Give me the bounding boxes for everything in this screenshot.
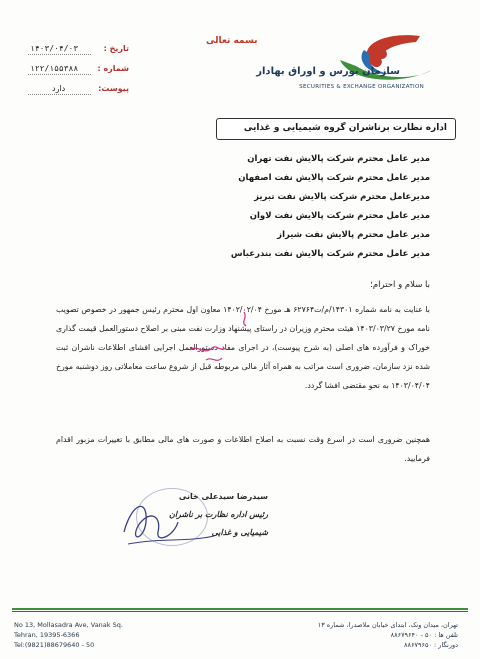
letter-meta: [14, 44, 129, 104]
address-line: تهران، میدان ونک، ابتدای خیابان ملاصدرا، شماره ۱۳: [317, 621, 458, 629]
signatory-name: سیدرضا سیدعلی خانی: [178, 492, 268, 501]
phone-line: Tel:(9821)88679640 - 50: [14, 641, 95, 649]
address-fa: [318, 620, 458, 650]
address-line: No 13, Mollasadra Ave, Vanak Sq.: [14, 621, 123, 629]
body-paragraph: با عنایت به نامه شماره ۱۴۳۰۱/م/ت۶۲۷۶۴ هـ مورخ ۱۴۰۲/۰۲/۰۴ معاون اول محترم رئیس جمهور در خصوص تصویب نامه مورخ ۱۴۰۳/۰۳/۲۷ هیئت محترم وزیران در راستای پیشنهاد وزارت نفت مبنی بر اصلاح دستورالعمل قیمت گذاری خوراک و فرآورده های اصلی (به شرح پیوست)، در اجرای مفاد دستورالعمل اجرایی افشای اطلاعات ناشران ثبت شده نزد سازمان، ضروری است مراتب به همراه آثار مالی مربوطه قبل از شروع ساعت معاملاتی روز دوشنبه مورخ ۱۴۰۳/۰۴/۰۴ به نحو مقتضی افشا گردد.: [56, 305, 430, 390]
address-line: Tehran, 19395-6366: [14, 631, 80, 639]
recipient-item: مدیر عامل محترم شرکت پالایش نفت تهران: [247, 154, 430, 164]
department-title: اداره نظارت برناشران گروه شیمیایی و غذایی: [243, 123, 447, 133]
footer-divider: [12, 611, 468, 612]
org-name-fa: سازمان بورس و اوراق بهادار: [256, 66, 400, 77]
basmala: بسمه تعالی: [206, 36, 258, 46]
fax-line: دورنگار : ۸۸۶۷۹۶۵۰: [404, 641, 458, 649]
attachment-value: دارد: [52, 84, 66, 93]
signatory-title: رئیس اداره نظارت بر ناشران: [168, 510, 268, 519]
logo-swoosh-icon: [320, 30, 440, 90]
recipient-item: مدیر عامل محترم شرکت پالایش نفت اصفهان: [238, 173, 430, 183]
organization-logo: [256, 22, 458, 102]
phone-line: تلفن ها : ۵۰ - ۸۸۶۷۹۶۴۰: [390, 631, 458, 639]
department-banner: [216, 118, 456, 140]
dotted-line: [28, 94, 91, 95]
recipient-item: مدیرعامل محترم شرکت پالایش نفت تبریز: [254, 192, 430, 202]
dotted-line: [28, 54, 91, 55]
date-row: [14, 44, 129, 64]
salutation: با سلام و احترام؛: [370, 280, 430, 290]
date-value: ۱۴۰۳/۰۴/۰۳: [30, 44, 79, 53]
attachment-row: [14, 84, 129, 104]
signature-block: [118, 488, 268, 556]
signature-scribble-icon: [118, 492, 268, 552]
date-label: تاریخ :: [103, 44, 129, 53]
number-value: ۱۲۲/۱۵۵۳۸۸: [30, 64, 79, 73]
footer-divider: [12, 608, 468, 610]
recipient-item: مدیر عامل محترم شرکت پالایش نفت بندرعباس: [230, 249, 430, 259]
recipient-item: مدیر عامل محترم شرکت پالایش نفت لاوان: [249, 211, 430, 221]
signatory-title: شیمیایی و غذایی: [211, 528, 268, 537]
org-name-en: SECURITIES & EXCHANGE ORGANIZATION: [299, 84, 424, 90]
recipients-list: [190, 154, 430, 268]
attachment-label: پیوست:: [98, 84, 129, 93]
number-row: [14, 64, 129, 84]
dotted-line: [28, 74, 91, 75]
number-label: شماره :: [97, 64, 129, 73]
body-paragraph: همچنین ضروری است در اسرع وقت نسبت به اصلاح اطلاعات و صورت های مالی مطابق با تغییرات مزبور اقدام فرمایید.: [56, 435, 430, 463]
recipient-item: مدیر عامل محترم پالایش نفت شیراز: [277, 230, 430, 240]
address-en: [14, 620, 123, 650]
handwriting-mark-icon: [186, 308, 266, 368]
